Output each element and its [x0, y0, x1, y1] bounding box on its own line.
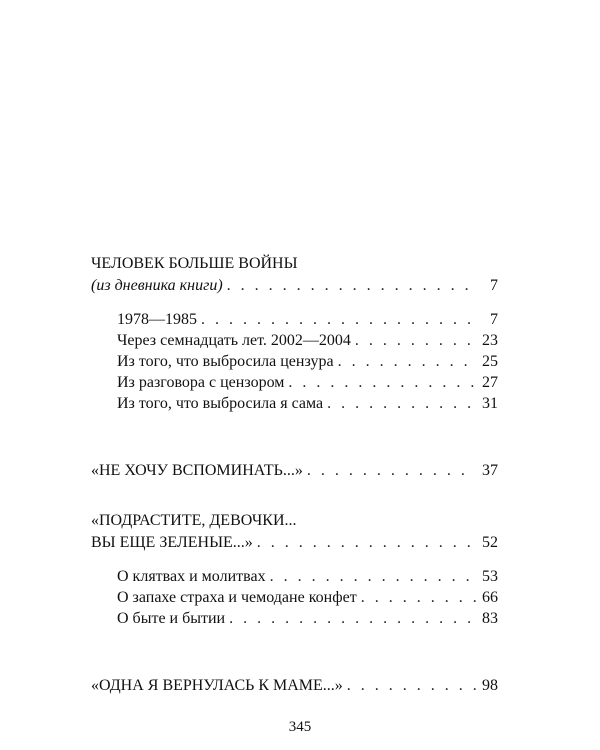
toc-entry-label: Из того, что выбросила я сама: [117, 395, 324, 412]
dot-leader: [227, 275, 476, 297]
toc-part4-title: «ОДНА Я ВЕРНУЛАСЬ К МАМЕ...»: [91, 677, 343, 694]
dot-leader: [361, 587, 476, 608]
toc-entry-page: 31: [482, 395, 498, 412]
dot-leader: [347, 675, 476, 697]
toc-part3-title-line1: «ПОДРАСТИТЕ, ДЕВОЧКИ...: [91, 512, 297, 529]
dot-leader: [307, 460, 476, 482]
dot-leader: [257, 532, 476, 554]
toc-entry-label: Через семнадцать лет. 2002—2004: [117, 332, 351, 349]
dot-leader: [229, 608, 476, 629]
toc-entry-label: О запахе страха и чемодане конфет: [117, 589, 357, 606]
toc-part1-title: ЧЕЛОВЕК БОЛЬШЕ ВОЙНЫ: [91, 255, 298, 272]
toc-part3-subitems: [91, 566, 498, 629]
toc-part1-page: 7: [490, 277, 498, 294]
dot-leader: [355, 330, 476, 351]
toc-entry[interactable]: [117, 608, 498, 629]
dot-leader: [327, 393, 476, 414]
toc-part2-entry[interactable]: [91, 460, 498, 482]
toc-part3-entry[interactable]: [91, 532, 498, 554]
toc-part1-subtitle: (из дневника книги): [91, 277, 223, 294]
toc-entry[interactable]: [117, 351, 498, 372]
toc-entry[interactable]: [117, 309, 498, 330]
toc-entry-page: 25: [482, 353, 498, 370]
dot-leader: [201, 309, 476, 330]
page-number: 345: [288, 719, 312, 735]
toc-entry-label: 1978—1985: [117, 311, 197, 328]
toc-entry-page: 7: [490, 311, 498, 328]
toc-entry-page: 23: [482, 332, 498, 349]
toc-entry-page: 66: [482, 589, 498, 606]
toc-part1-subtitle-entry[interactable]: [91, 275, 498, 297]
toc-part4-entry[interactable]: [91, 675, 498, 697]
toc-entry-page: 53: [482, 568, 498, 585]
toc-entry-page: 83: [482, 610, 498, 627]
toc-part4-page: 98: [482, 677, 498, 694]
toc-part2-page: 37: [482, 462, 498, 479]
toc-entry[interactable]: [117, 393, 498, 414]
toc-part1-subitems: [91, 309, 498, 414]
dot-leader: [288, 372, 476, 393]
toc-entry-label: О клятвах и молитвах: [117, 568, 266, 585]
toc-part3-title-line2: ВЫ ЕЩЕ ЗЕЛЕНЫЕ...»: [91, 534, 253, 551]
toc-entry[interactable]: [117, 587, 498, 608]
dot-leader: [270, 566, 476, 587]
toc-entry-label: Из разговора с цензором: [117, 374, 285, 391]
toc-entry-page: 27: [482, 374, 498, 391]
dot-leader: [338, 351, 476, 372]
toc-entry[interactable]: [117, 566, 498, 587]
toc-part2-title: «НЕ ХОЧУ ВСПОМИНАТЬ...»: [91, 462, 303, 479]
table-of-contents: [91, 253, 498, 697]
toc-entry[interactable]: [117, 372, 498, 393]
toc-entry-label: Из того, что выбросила цензура: [117, 353, 334, 370]
toc-entry-label: О быте и бытии: [117, 610, 226, 627]
toc-entry[interactable]: [117, 330, 498, 351]
toc-part3-page: 52: [482, 534, 498, 551]
